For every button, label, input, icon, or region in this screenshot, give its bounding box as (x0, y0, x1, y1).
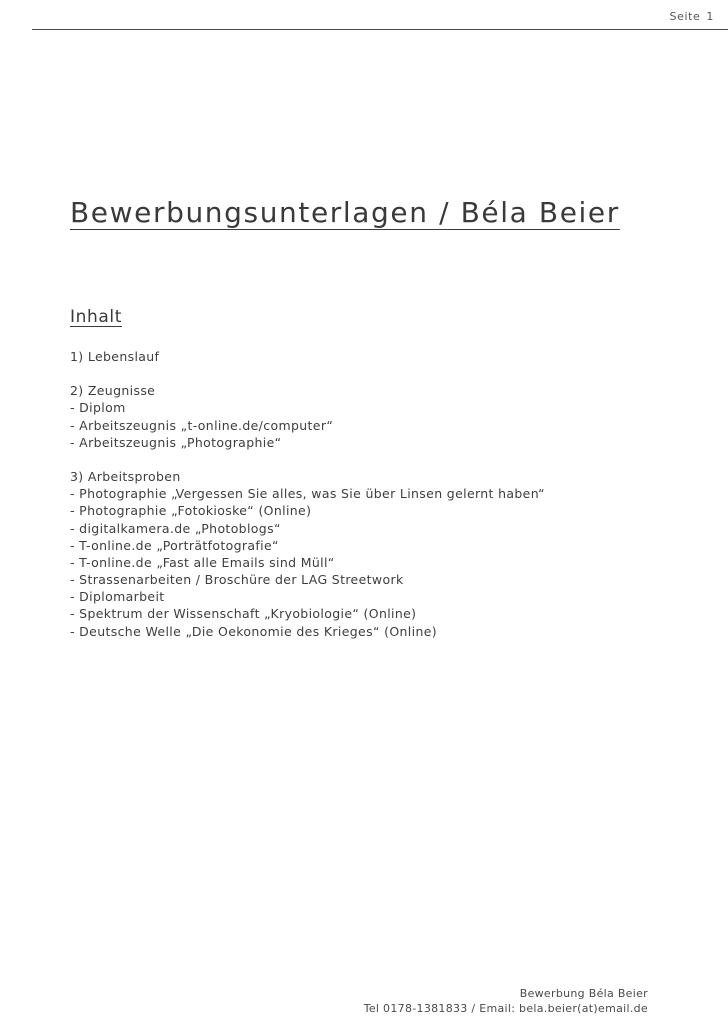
toc-heading: Inhalt (70, 307, 122, 327)
toc-item: - Spektrum der Wissenschaft „Kryobiologie“ (Online) (70, 606, 417, 622)
toc-item: - Strassenarbeiten / Broschüre der LAG Streetwork (70, 572, 404, 588)
toc-item: - digitalkamera.de „Photoblogs“ (70, 520, 281, 536)
toc-section-lebenslauf (70, 348, 690, 365)
footer-applicant: Bewerbung Béla Beier (519, 987, 648, 1000)
toc-section-zeugnisse (70, 382, 690, 451)
toc-item: - Photographie „Fotokioske“ (Online) (70, 503, 312, 519)
toc-item: - Photographie „Vergessen Sie alles, was Sie über Linsen gelernt haben“ (70, 486, 545, 502)
page-label: Seite (669, 10, 701, 23)
document-title: Bewerbungsunterlagen / Béla Beier (70, 196, 620, 229)
toc-item: 2) Zeugnisse (70, 383, 156, 399)
toc-item: - Deutsche Welle „Die Oekonomie des Krieges“ (Online) (70, 623, 437, 639)
toc-item: 3) Arbeitsproben (70, 468, 181, 484)
header-divider (32, 29, 728, 30)
toc-section-arbeitsproben (70, 468, 690, 640)
toc-item: - T-online.de „Fast alle Emails sind Müll“ (70, 554, 335, 570)
toc-item: - T-online.de „Porträtfotografie“ (70, 537, 279, 553)
toc-item: - Arbeitszeugnis „Photographie“ (70, 434, 282, 450)
toc-item: - Diplom (70, 400, 126, 416)
toc-item: - Arbeitszeugnis „t-online.de/computer“ (70, 417, 334, 433)
footer-contact: Tel 0178-1381833 / Email: bela.beier(at)email.de (363, 1002, 648, 1015)
toc-item: 1) Lebenslauf (70, 349, 160, 364)
toc-item: - Diplomarbeit (70, 589, 165, 605)
page-footer (364, 986, 648, 1016)
page-number (670, 10, 715, 23)
page-number-value: 1 (706, 10, 714, 23)
page-header (0, 0, 728, 30)
table-of-contents (70, 348, 690, 657)
